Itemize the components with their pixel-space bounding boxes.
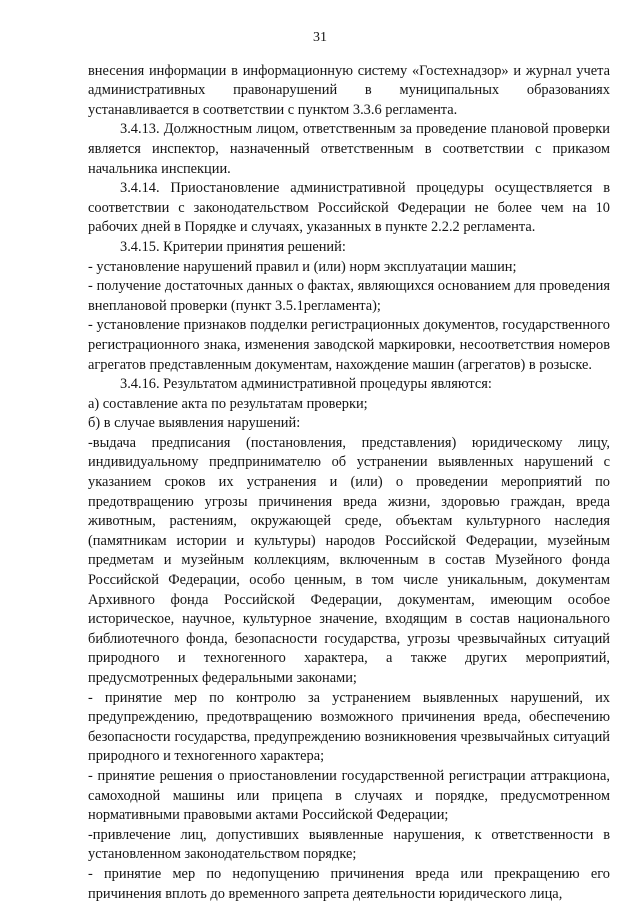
paragraph: -выдача предписания (постановления, представления) юридическому лицу, индивидуальному предпринимателю об устранении выявленных нарушений с указанием сроков их устранения и (или) о проведении мероприятий по предотвращению угрозы причинения вреда жизни, здоровью граждан, вреда животным, растениям, окружающей среде, объектам культурного наследия (памятникам истории и культуры) народов Российской Федерации, музейным предметам и музейным коллекциям, включенным в состав Музейного фонда Российской Федерации, особо ценным, в том числе уникальным, документам Архивного фонда Российской Федерации, документам, имеющим особое историческое, научное, культурное значение, входящим в состав национального библиотечного фонда, безопасности государства, угрозы чрезвычайных ситуаций природного и техногенного характера, а также других мероприятий, предусмотренных федеральными законами; — [88, 434, 610, 686]
paragraph: - принятие мер по контролю за устранением выявленных нарушений, их предупреждению, предотвращению возможного причинения вреда, обеспечению безопасности государства, предупреждению возникновения чрезвычайных ситуаций природного и техногенного характера; — [88, 689, 610, 765]
paragraph: - установление нарушений правил и (или) норм эксплуатации машин; — [88, 258, 517, 275]
paragraph: -привлечение лиц, допустивших выявленные нарушения, к ответственности в установленном законодательством порядке; — [88, 826, 610, 863]
paragraph: - принятие мер по недопущению причинения вреда или прекращению его причинения вплоть до временного запрета деятельности юридического лица, — [88, 865, 610, 902]
paragraph: 3.4.14. Приостановление административной процедуры осуществляется в соответствии с законодательством Российской Федерации не более чем на 10 рабочих дней в Порядке и случаях, указанных в пункте 2.2.2 регламента. — [88, 180, 610, 236]
paragraph: - получение достаточных данных о фактах, являющихся основанием для проведения внеплановой проверки (пункт 3.5.1регламента); — [88, 278, 610, 314]
paragraph: б) в случае выявления нарушений: — [88, 415, 301, 432]
paragraph: - принятие решения о приостановлении государственной регистрации аттракциона, самоходной машины или прицепа в случаях и порядке, предусмотренном нормативными правовыми актами Российской Федерации; — [88, 767, 610, 824]
paragraph: - установление признаков подделки регистрационных документов, государственного регистрационного знака, изменения заводской маркировки, несоответствия номеров агрегатов представленным документам, нахождение машин (агрегатов) в розыске. — [88, 317, 610, 373]
paragraph: внесения информации в информационную систему «Гостехнадзор» и журнал учета административных правонарушений в муниципальных образованиях устанавливается в соответствии с пунктом 3.3.6 регламента. — [88, 62, 610, 118]
paragraph: 3.4.16. Результатом административной процедуры являются: — [120, 376, 492, 393]
paragraph: 3.4.15. Критерии принятия решений: — [120, 238, 346, 255]
document-body — [88, 62, 610, 905]
page-number: 31 — [313, 30, 327, 45]
paragraph: а) составление акта по результатам проверки; — [88, 395, 368, 412]
paragraph: 3.4.13. Должностным лицом, ответственным за проведение плановой проверки является инспектор, назначенный ответственным в соответствии с приказом начальника инспекции. — [88, 121, 610, 177]
